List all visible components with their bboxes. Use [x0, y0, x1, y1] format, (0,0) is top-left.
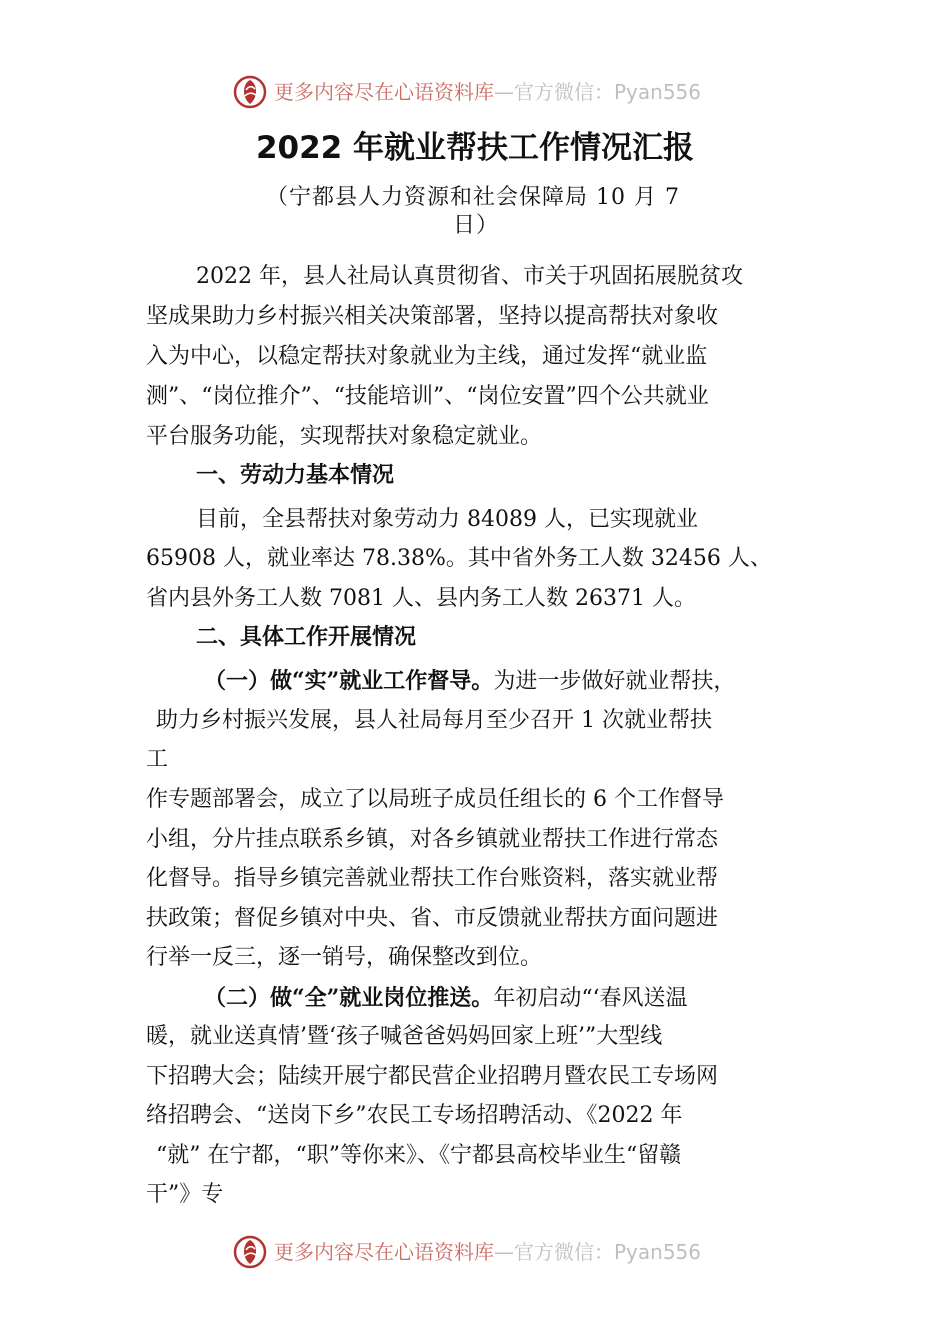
header-banner — [0, 72, 950, 112]
body-line: 络招聘会、“送岗下乡”农民工专场招聘活动、《2022 年 — [146, 1103, 683, 1128]
subsection-heading: （二）做“全”就业岗位推送。 — [204, 985, 494, 1011]
body-line: 助力乡村振兴发展，县人社局每月至少召开 1 次就业帮扶 — [156, 708, 712, 733]
body-line: 坚成果助力乡村振兴相关决策部署，坚持以提高帮扶对象收 — [146, 304, 719, 329]
body-line: 下招聘大会；陆续开展宁都民营企业招聘月暨农民工专场网 — [146, 1064, 719, 1089]
body-line: 工 — [146, 747, 169, 772]
body-line: 省内县外务工人数 7081 人、县内务工人数 26371 人。 — [146, 586, 696, 611]
footer-banner — [0, 1232, 950, 1272]
body-line: 作专题部署会，成立了以局班子成员任组长的 6 个工作督导 — [146, 787, 724, 812]
body-line: 入为中心，以稳定帮扶对象就业为主线，通过发挥“就业监 — [146, 344, 708, 369]
subtitle-line-2: 日） — [452, 213, 499, 238]
body-line: 2022 年，县人社局认真贯彻省、市关于巩固拓展脱贫攻 — [196, 264, 743, 289]
body-line: 小组，分片挂点联系乡镇，对各乡镇就业帮扶工作进行常态 — [146, 827, 719, 852]
section-heading: 一、劳动力基本情况 — [196, 463, 395, 488]
body-line: 目前，全县帮扶对象劳动力 84089 人，已实现就业 — [196, 507, 698, 532]
body-line: 暖，就业送真情’暨‘孩子喊爸爸妈妈回家上班’”大型线 — [146, 1024, 663, 1049]
banner-text-colored: 更多内容尽在心语资料库 — [274, 1240, 494, 1264]
banner-text-colored: 更多内容尽在心语资料库 — [274, 80, 494, 104]
body-text: 年初启动“‘春风送温 — [493, 986, 688, 1011]
body-line: 65908 人，就业率达 78.38%。其中省外务工人数 32456 人、 — [146, 546, 772, 571]
body-line — [204, 666, 735, 697]
document-subtitle — [266, 184, 706, 240]
banner-text — [274, 1238, 701, 1266]
body-line: 平台服务功能，实现帮扶对象稳定就业。 — [146, 424, 543, 449]
banner-text — [274, 78, 701, 106]
body-line: “就” 在宁都，“职”等你来》、《宁都县高校毕业生“留赣 — [156, 1143, 682, 1168]
body-line: 化督导。指导乡镇完善就业帮扶工作台账资料，落实就业帮 — [146, 866, 719, 891]
body-line: 测”、“岗位推介”、“技能培训”、“岗位安置”四个公共就业 — [146, 384, 709, 409]
subtitle-line-1: （宁都县人力资源和社会保障局 10 月 7 — [266, 185, 680, 210]
rose-logo-icon — [232, 1234, 268, 1270]
body-line: 扶政策；督促乡镇对中央、省、市反馈就业帮扶方面问题进 — [146, 906, 719, 931]
body-line: 干”》专 — [146, 1182, 224, 1207]
section-heading: 二、具体工作开展情况 — [196, 625, 417, 650]
body-line: 行举一反三，逐一销号，确保整改到位。 — [146, 945, 543, 970]
body-line — [204, 983, 688, 1014]
banner-text-gray: —官方微信：Pyan556 — [494, 1240, 702, 1264]
body-text: 为进一步做好就业帮扶， — [493, 669, 736, 694]
document-title: 2022 年就业帮扶工作情况汇报 — [255, 130, 695, 166]
subsection-heading: （一）做“实”就业工作督导。 — [204, 668, 494, 694]
rose-logo-icon — [232, 74, 268, 110]
banner-text-gray: —官方微信：Pyan556 — [494, 80, 702, 104]
